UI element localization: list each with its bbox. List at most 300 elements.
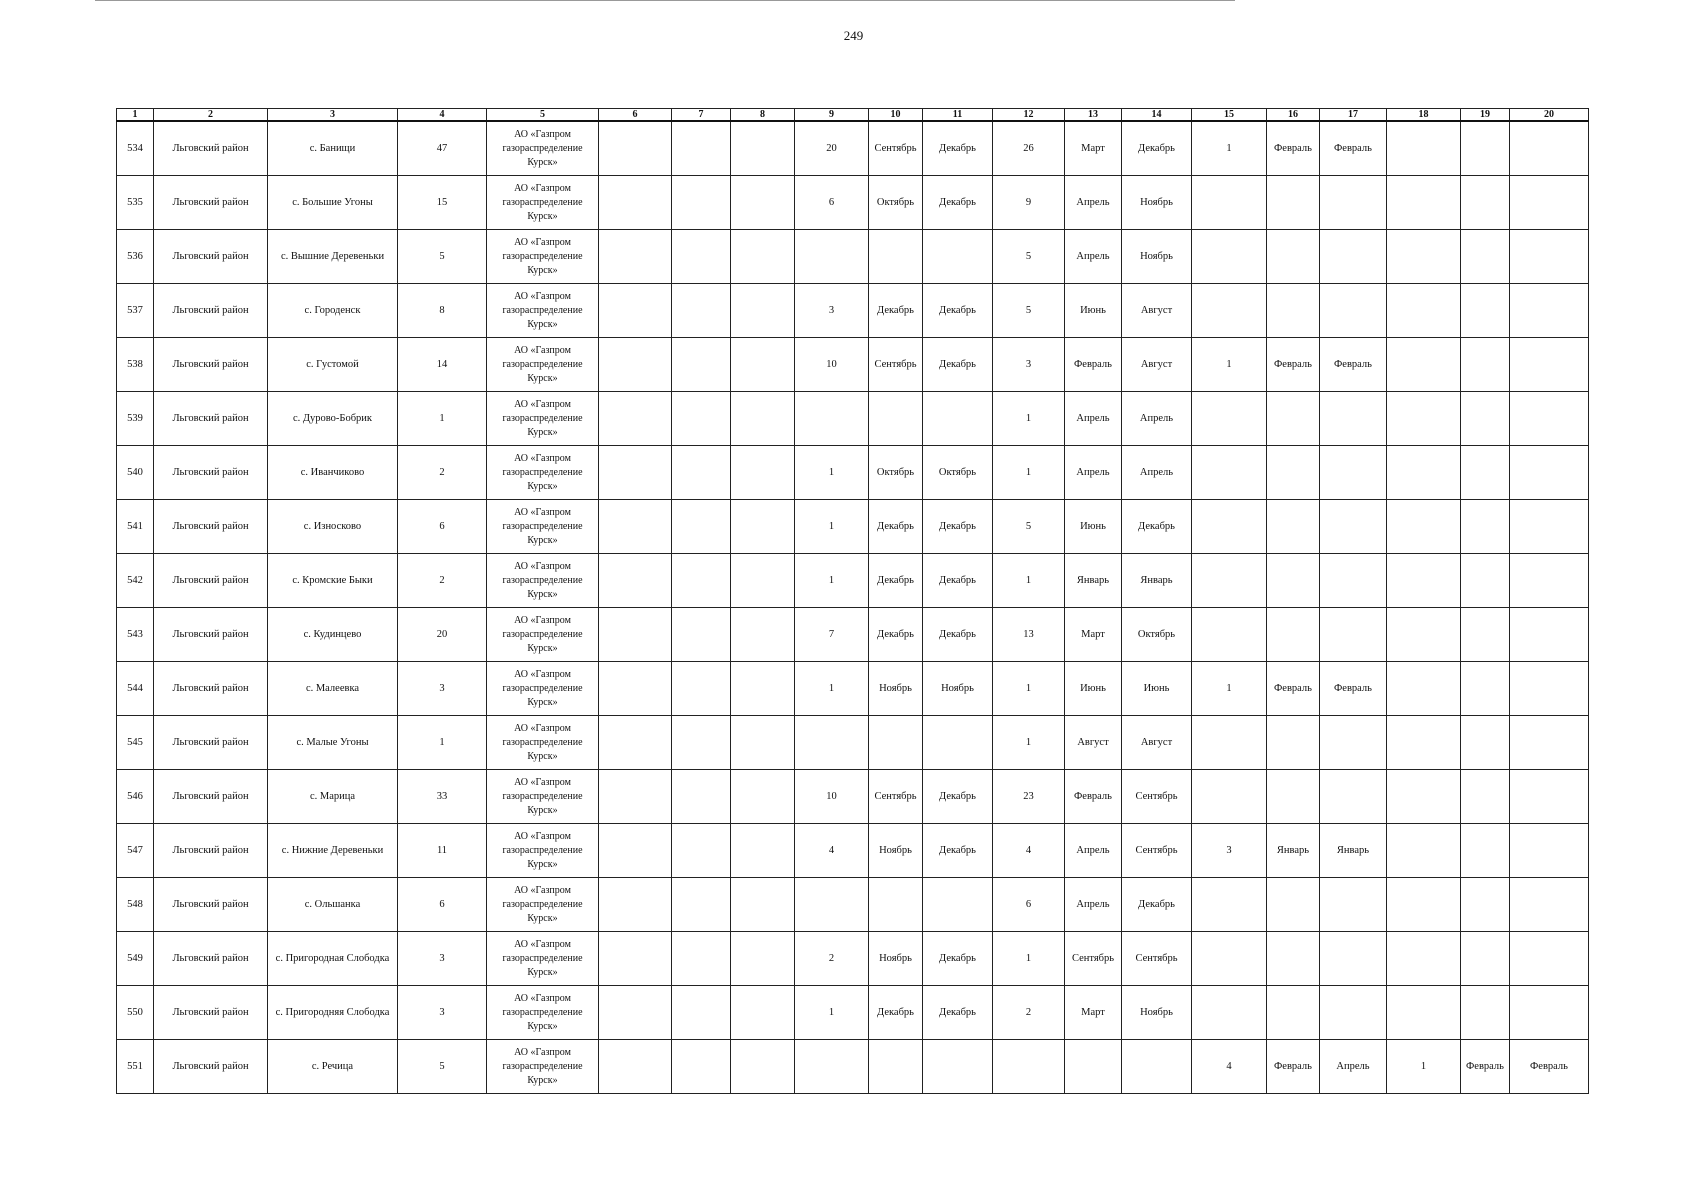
table-cell-col-9 <box>795 1040 869 1094</box>
table-cell-col-14: Ноябрь <box>1122 986 1192 1040</box>
table-cell-col-11: Декабрь <box>923 608 993 662</box>
table-cell-col-20 <box>1510 284 1589 338</box>
table-cell-col-17 <box>1320 716 1387 770</box>
table-cell-col-10 <box>869 878 923 932</box>
table-cell-col-2: Льговский район <box>154 554 268 608</box>
table-cell-col-7 <box>672 446 731 500</box>
table-cell-col-10: Декабрь <box>869 554 923 608</box>
table-cell-col-2: Льговский район <box>154 392 268 446</box>
table-cell-col-3: с. Банищи <box>268 121 398 176</box>
column-header-9: 9 <box>795 109 869 122</box>
table-cell-col-18 <box>1387 176 1461 230</box>
table-cell-col-11: Декабрь <box>923 932 993 986</box>
table-cell-col-8 <box>731 608 795 662</box>
table-cell-col-15 <box>1192 608 1267 662</box>
table-cell-col-8 <box>731 392 795 446</box>
table-cell-col-12: 13 <box>993 608 1065 662</box>
table-cell-col-20: Февраль <box>1510 1040 1589 1094</box>
table-cell-col-3: с. Кромские Быки <box>268 554 398 608</box>
table-cell-col-16 <box>1267 932 1320 986</box>
table-cell-col-10: Декабрь <box>869 284 923 338</box>
table-cell-col-5: АО «Газпром газораспределение Курск» <box>487 554 599 608</box>
table-cell-col-4: 1 <box>398 716 487 770</box>
table-cell-col-1: 548 <box>117 878 154 932</box>
column-header-4: 4 <box>398 109 487 122</box>
table-cell-col-16 <box>1267 716 1320 770</box>
table-cell-col-5: АО «Газпром газораспределение Курск» <box>487 446 599 500</box>
column-header-15: 15 <box>1192 109 1267 122</box>
column-header-13: 13 <box>1065 109 1122 122</box>
table-row <box>117 284 1589 338</box>
table-cell-col-3: с. Дурово-Бобрик <box>268 392 398 446</box>
table-cell-col-7 <box>672 716 731 770</box>
table-cell-col-11: Декабрь <box>923 284 993 338</box>
table-cell-col-1: 542 <box>117 554 154 608</box>
column-header-3: 3 <box>268 109 398 122</box>
table-cell-col-16: Февраль <box>1267 338 1320 392</box>
table-cell-col-2: Льговский район <box>154 986 268 1040</box>
table-cell-col-15 <box>1192 230 1267 284</box>
table-cell-col-8 <box>731 716 795 770</box>
table-cell-col-13: Июнь <box>1065 662 1122 716</box>
table-cell-col-18 <box>1387 932 1461 986</box>
column-header-14: 14 <box>1122 109 1192 122</box>
table-cell-col-2: Льговский район <box>154 932 268 986</box>
table-cell-col-9 <box>795 230 869 284</box>
table-cell-col-2: Льговский район <box>154 608 268 662</box>
table-cell-col-19: Февраль <box>1461 1040 1510 1094</box>
table-cell-col-14: Ноябрь <box>1122 176 1192 230</box>
table-cell-col-12: 2 <box>993 986 1065 1040</box>
table-cell-col-11: Ноябрь <box>923 662 993 716</box>
table-cell-col-19 <box>1461 986 1510 1040</box>
table-cell-col-1: 544 <box>117 662 154 716</box>
table-cell-col-4: 2 <box>398 554 487 608</box>
table-cell-col-10 <box>869 716 923 770</box>
table-cell-col-1: 538 <box>117 338 154 392</box>
table-cell-col-18 <box>1387 554 1461 608</box>
table-cell-col-1: 545 <box>117 716 154 770</box>
table-cell-col-9: 10 <box>795 770 869 824</box>
table-cell-col-9: 1 <box>795 500 869 554</box>
table-cell-col-3: с. Вышние Деревеньки <box>268 230 398 284</box>
table-cell-col-11 <box>923 392 993 446</box>
table-cell-col-7 <box>672 121 731 176</box>
table-cell-col-1: 546 <box>117 770 154 824</box>
table-cell-col-2: Льговский район <box>154 121 268 176</box>
table-cell-col-5: АО «Газпром газораспределение Курск» <box>487 230 599 284</box>
table-row <box>117 1040 1589 1094</box>
table-cell-col-8 <box>731 176 795 230</box>
table-cell-col-10: Декабрь <box>869 986 923 1040</box>
table-cell-col-3: с. Речица <box>268 1040 398 1094</box>
table-cell-col-7 <box>672 392 731 446</box>
table-cell-col-3: с. Городенск <box>268 284 398 338</box>
table-cell-col-19 <box>1461 608 1510 662</box>
table-cell-col-19 <box>1461 554 1510 608</box>
table-row <box>117 176 1589 230</box>
table-cell-col-9: 10 <box>795 338 869 392</box>
table-cell-col-14: Декабрь <box>1122 500 1192 554</box>
table-cell-col-14: Ноябрь <box>1122 230 1192 284</box>
table-cell-col-8 <box>731 1040 795 1094</box>
table-cell-col-6 <box>599 932 672 986</box>
table-row <box>117 500 1589 554</box>
table-cell-col-6 <box>599 392 672 446</box>
table-cell-col-16 <box>1267 770 1320 824</box>
table-cell-col-19 <box>1461 338 1510 392</box>
table-cell-col-20 <box>1510 121 1589 176</box>
table-cell-col-7 <box>672 176 731 230</box>
table-cell-col-7 <box>672 1040 731 1094</box>
table-cell-col-20 <box>1510 554 1589 608</box>
table-cell-col-13: Февраль <box>1065 770 1122 824</box>
table-cell-col-16: Январь <box>1267 824 1320 878</box>
table-cell-col-14 <box>1122 1040 1192 1094</box>
table-cell-col-9: 1 <box>795 446 869 500</box>
table-cell-col-2: Льговский район <box>154 716 268 770</box>
table-cell-col-8 <box>731 446 795 500</box>
table-cell-col-8 <box>731 554 795 608</box>
table-cell-col-10: Декабрь <box>869 500 923 554</box>
column-header-7: 7 <box>672 109 731 122</box>
table-cell-col-1: 543 <box>117 608 154 662</box>
table-cell-col-20 <box>1510 878 1589 932</box>
table-cell-col-16: Февраль <box>1267 121 1320 176</box>
table-cell-col-6 <box>599 554 672 608</box>
table-cell-col-4: 20 <box>398 608 487 662</box>
table-cell-col-15 <box>1192 878 1267 932</box>
table-cell-col-8 <box>731 500 795 554</box>
table-cell-col-20 <box>1510 500 1589 554</box>
table-cell-col-7 <box>672 932 731 986</box>
table-cell-col-8 <box>731 986 795 1040</box>
table-cell-col-14: Август <box>1122 716 1192 770</box>
column-header-11: 11 <box>923 109 993 122</box>
column-header-18: 18 <box>1387 109 1461 122</box>
table-cell-col-7 <box>672 608 731 662</box>
table-cell-col-9: 1 <box>795 662 869 716</box>
table-cell-col-15 <box>1192 770 1267 824</box>
table-cell-col-12: 5 <box>993 284 1065 338</box>
table-cell-col-15 <box>1192 932 1267 986</box>
table-cell-col-1: 536 <box>117 230 154 284</box>
table-cell-col-20 <box>1510 986 1589 1040</box>
table-cell-col-11: Декабрь <box>923 176 993 230</box>
gasification-table <box>116 108 1589 1094</box>
table-cell-col-16 <box>1267 878 1320 932</box>
table-cell-col-10: Ноябрь <box>869 824 923 878</box>
table-cell-col-8 <box>731 230 795 284</box>
table-cell-col-5: АО «Газпром газораспределение Курск» <box>487 986 599 1040</box>
table-cell-col-6 <box>599 662 672 716</box>
table-cell-col-2: Льговский район <box>154 1040 268 1094</box>
table-cell-col-7 <box>672 230 731 284</box>
table-cell-col-17 <box>1320 932 1387 986</box>
table-cell-col-13: Апрель <box>1065 392 1122 446</box>
table-cell-col-13: Апрель <box>1065 824 1122 878</box>
table-cell-col-11 <box>923 1040 993 1094</box>
column-header-12: 12 <box>993 109 1065 122</box>
table-cell-col-13: Февраль <box>1065 338 1122 392</box>
table-cell-col-10: Сентябрь <box>869 121 923 176</box>
column-header-6: 6 <box>599 109 672 122</box>
table-cell-col-6 <box>599 770 672 824</box>
table-cell-col-19 <box>1461 284 1510 338</box>
table-cell-col-20 <box>1510 716 1589 770</box>
table-cell-col-16 <box>1267 608 1320 662</box>
table-cell-col-1: 534 <box>117 121 154 176</box>
table-cell-col-17 <box>1320 446 1387 500</box>
top-edge-rule <box>95 0 1235 1</box>
table-cell-col-17 <box>1320 878 1387 932</box>
table-cell-col-18: 1 <box>1387 1040 1461 1094</box>
table-cell-col-4: 15 <box>398 176 487 230</box>
table-cell-col-14: Апрель <box>1122 446 1192 500</box>
table-cell-col-1: 547 <box>117 824 154 878</box>
table-cell-col-3: с. Малеевка <box>268 662 398 716</box>
table-cell-col-14: Август <box>1122 284 1192 338</box>
table-cell-col-3: с. Густомой <box>268 338 398 392</box>
table-cell-col-6 <box>599 500 672 554</box>
table-cell-col-4: 8 <box>398 284 487 338</box>
table-cell-col-17: Январь <box>1320 824 1387 878</box>
table-cell-col-5: АО «Газпром газораспределение Курск» <box>487 500 599 554</box>
table-cell-col-10: Октябрь <box>869 446 923 500</box>
table-cell-col-5: АО «Газпром газораспределение Курск» <box>487 608 599 662</box>
table-cell-col-9: 3 <box>795 284 869 338</box>
table-cell-col-13: Март <box>1065 608 1122 662</box>
table-cell-col-7 <box>672 770 731 824</box>
table-cell-col-20 <box>1510 446 1589 500</box>
table-cell-col-3: с. Марица <box>268 770 398 824</box>
table-cell-col-10: Ноябрь <box>869 662 923 716</box>
table-cell-col-10: Сентябрь <box>869 338 923 392</box>
table-row <box>117 121 1589 176</box>
table-cell-col-4: 6 <box>398 878 487 932</box>
table-cell-col-17 <box>1320 770 1387 824</box>
table-cell-col-13: Апрель <box>1065 446 1122 500</box>
table-cell-col-4: 5 <box>398 1040 487 1094</box>
table-cell-col-7 <box>672 662 731 716</box>
table-cell-col-9: 6 <box>795 176 869 230</box>
table-cell-col-11: Декабрь <box>923 338 993 392</box>
table-cell-col-15 <box>1192 986 1267 1040</box>
table-cell-col-17 <box>1320 230 1387 284</box>
table-cell-col-12: 1 <box>993 932 1065 986</box>
table-cell-col-13: Апрель <box>1065 176 1122 230</box>
table-cell-col-11: Декабрь <box>923 554 993 608</box>
table-cell-col-3: с. Нижние Деревеньки <box>268 824 398 878</box>
table-cell-col-6 <box>599 176 672 230</box>
table-cell-col-18 <box>1387 824 1461 878</box>
table-cell-col-2: Льговский район <box>154 824 268 878</box>
table-cell-col-6 <box>599 284 672 338</box>
column-header-5: 5 <box>487 109 599 122</box>
table-cell-col-8 <box>731 824 795 878</box>
table-cell-col-16 <box>1267 500 1320 554</box>
table-cell-col-11: Декабрь <box>923 986 993 1040</box>
table-cell-col-19 <box>1461 878 1510 932</box>
table-cell-col-5: АО «Газпром газораспределение Курск» <box>487 284 599 338</box>
table-cell-col-17: Февраль <box>1320 121 1387 176</box>
table-cell-col-17 <box>1320 986 1387 1040</box>
table-cell-col-2: Льговский район <box>154 284 268 338</box>
table-cell-col-11 <box>923 716 993 770</box>
table-cell-col-9 <box>795 878 869 932</box>
table-cell-col-12: 23 <box>993 770 1065 824</box>
table-cell-col-2: Льговский район <box>154 338 268 392</box>
table-cell-col-9: 4 <box>795 824 869 878</box>
table-row <box>117 446 1589 500</box>
table-cell-col-16: Февраль <box>1267 662 1320 716</box>
table-cell-col-16: Февраль <box>1267 1040 1320 1094</box>
table-cell-col-15 <box>1192 716 1267 770</box>
table-cell-col-8 <box>731 284 795 338</box>
table-cell-col-19 <box>1461 770 1510 824</box>
table-cell-col-7 <box>672 338 731 392</box>
table-cell-col-19 <box>1461 446 1510 500</box>
table-cell-col-18 <box>1387 878 1461 932</box>
table-cell-col-15 <box>1192 392 1267 446</box>
table-cell-col-20 <box>1510 176 1589 230</box>
table-cell-col-6 <box>599 608 672 662</box>
table-cell-col-7 <box>672 986 731 1040</box>
table-cell-col-13: Июнь <box>1065 284 1122 338</box>
table-cell-col-12: 5 <box>993 230 1065 284</box>
table-cell-col-2: Льговский район <box>154 770 268 824</box>
column-number-header-row <box>117 109 1589 122</box>
table-cell-col-19 <box>1461 230 1510 284</box>
table-cell-col-14: Сентябрь <box>1122 824 1192 878</box>
table-row <box>117 824 1589 878</box>
table-row <box>117 662 1589 716</box>
table-cell-col-9 <box>795 392 869 446</box>
table-cell-col-16 <box>1267 446 1320 500</box>
table-cell-col-17 <box>1320 500 1387 554</box>
table-cell-col-18 <box>1387 716 1461 770</box>
table-cell-col-4: 33 <box>398 770 487 824</box>
table-cell-col-14: Январь <box>1122 554 1192 608</box>
table-cell-col-16 <box>1267 554 1320 608</box>
table-row <box>117 338 1589 392</box>
table-cell-col-6 <box>599 338 672 392</box>
table-cell-col-16 <box>1267 284 1320 338</box>
table-cell-col-10 <box>869 1040 923 1094</box>
table-cell-col-14: Апрель <box>1122 392 1192 446</box>
table-cell-col-18 <box>1387 500 1461 554</box>
table-cell-col-5: АО «Газпром газораспределение Курск» <box>487 932 599 986</box>
table-cell-col-3: с. Малые Угоны <box>268 716 398 770</box>
table-cell-col-15: 3 <box>1192 824 1267 878</box>
column-header-1: 1 <box>117 109 154 122</box>
table-cell-col-20 <box>1510 338 1589 392</box>
table-cell-col-3: с. Кудинцево <box>268 608 398 662</box>
table-cell-col-13: Июнь <box>1065 500 1122 554</box>
table-cell-col-8 <box>731 770 795 824</box>
table-cell-col-18 <box>1387 662 1461 716</box>
table-cell-col-18 <box>1387 284 1461 338</box>
table-cell-col-10: Сентябрь <box>869 770 923 824</box>
table-cell-col-16 <box>1267 176 1320 230</box>
table-row <box>117 230 1589 284</box>
table-cell-col-16 <box>1267 230 1320 284</box>
table-cell-col-8 <box>731 338 795 392</box>
table-cell-col-5: АО «Газпром газораспределение Курск» <box>487 338 599 392</box>
table-cell-col-18 <box>1387 608 1461 662</box>
table-cell-col-12: 6 <box>993 878 1065 932</box>
table-cell-col-7 <box>672 878 731 932</box>
table-cell-col-1: 539 <box>117 392 154 446</box>
table-cell-col-19 <box>1461 392 1510 446</box>
table-cell-col-6 <box>599 121 672 176</box>
table-cell-col-12: 26 <box>993 121 1065 176</box>
table-row <box>117 878 1589 932</box>
table-cell-col-15 <box>1192 500 1267 554</box>
table-cell-col-5: АО «Газпром газораспределение Курск» <box>487 878 599 932</box>
table-cell-col-10 <box>869 392 923 446</box>
table-cell-col-12: 9 <box>993 176 1065 230</box>
table-cell-col-6 <box>599 824 672 878</box>
table-cell-col-16 <box>1267 392 1320 446</box>
table-cell-col-19 <box>1461 932 1510 986</box>
table-row <box>117 608 1589 662</box>
table-cell-col-7 <box>672 824 731 878</box>
table-cell-col-6 <box>599 986 672 1040</box>
column-header-20: 20 <box>1510 109 1589 122</box>
table-cell-col-19 <box>1461 121 1510 176</box>
table-cell-col-13: Март <box>1065 986 1122 1040</box>
table-cell-col-9: 20 <box>795 121 869 176</box>
table-cell-col-10 <box>869 230 923 284</box>
table-cell-col-15: 4 <box>1192 1040 1267 1094</box>
table-body <box>117 121 1589 1094</box>
table-cell-col-4: 3 <box>398 662 487 716</box>
table-cell-col-7 <box>672 500 731 554</box>
table-cell-col-2: Льговский район <box>154 878 268 932</box>
column-header-8: 8 <box>731 109 795 122</box>
table-cell-col-11: Декабрь <box>923 770 993 824</box>
table-cell-col-12: 3 <box>993 338 1065 392</box>
page-number: 249 <box>843 28 864 43</box>
table-cell-col-18 <box>1387 121 1461 176</box>
table-cell-col-3: с. Иванчиково <box>268 446 398 500</box>
column-header-19: 19 <box>1461 109 1510 122</box>
table-cell-col-6 <box>599 878 672 932</box>
table-cell-col-15: 1 <box>1192 338 1267 392</box>
column-header-2: 2 <box>154 109 268 122</box>
table-cell-col-5: АО «Газпром газораспределение Курск» <box>487 176 599 230</box>
table-cell-col-12 <box>993 1040 1065 1094</box>
table-cell-col-11 <box>923 230 993 284</box>
table-cell-col-15 <box>1192 284 1267 338</box>
table-cell-col-17 <box>1320 284 1387 338</box>
table-cell-col-5: АО «Газпром газораспределение Курск» <box>487 662 599 716</box>
table-cell-col-12: 1 <box>993 716 1065 770</box>
table-cell-col-1: 551 <box>117 1040 154 1094</box>
table-cell-col-17: Апрель <box>1320 1040 1387 1094</box>
table-cell-col-16 <box>1267 986 1320 1040</box>
table-cell-col-14: Сентябрь <box>1122 932 1192 986</box>
table-cell-col-9 <box>795 716 869 770</box>
table-cell-col-18 <box>1387 230 1461 284</box>
table-cell-col-18 <box>1387 986 1461 1040</box>
table-cell-col-6 <box>599 716 672 770</box>
table-cell-col-5: АО «Газпром газораспределение Курск» <box>487 1040 599 1094</box>
table-cell-col-18 <box>1387 770 1461 824</box>
table-cell-col-12: 1 <box>993 446 1065 500</box>
table-cell-col-13: Апрель <box>1065 230 1122 284</box>
